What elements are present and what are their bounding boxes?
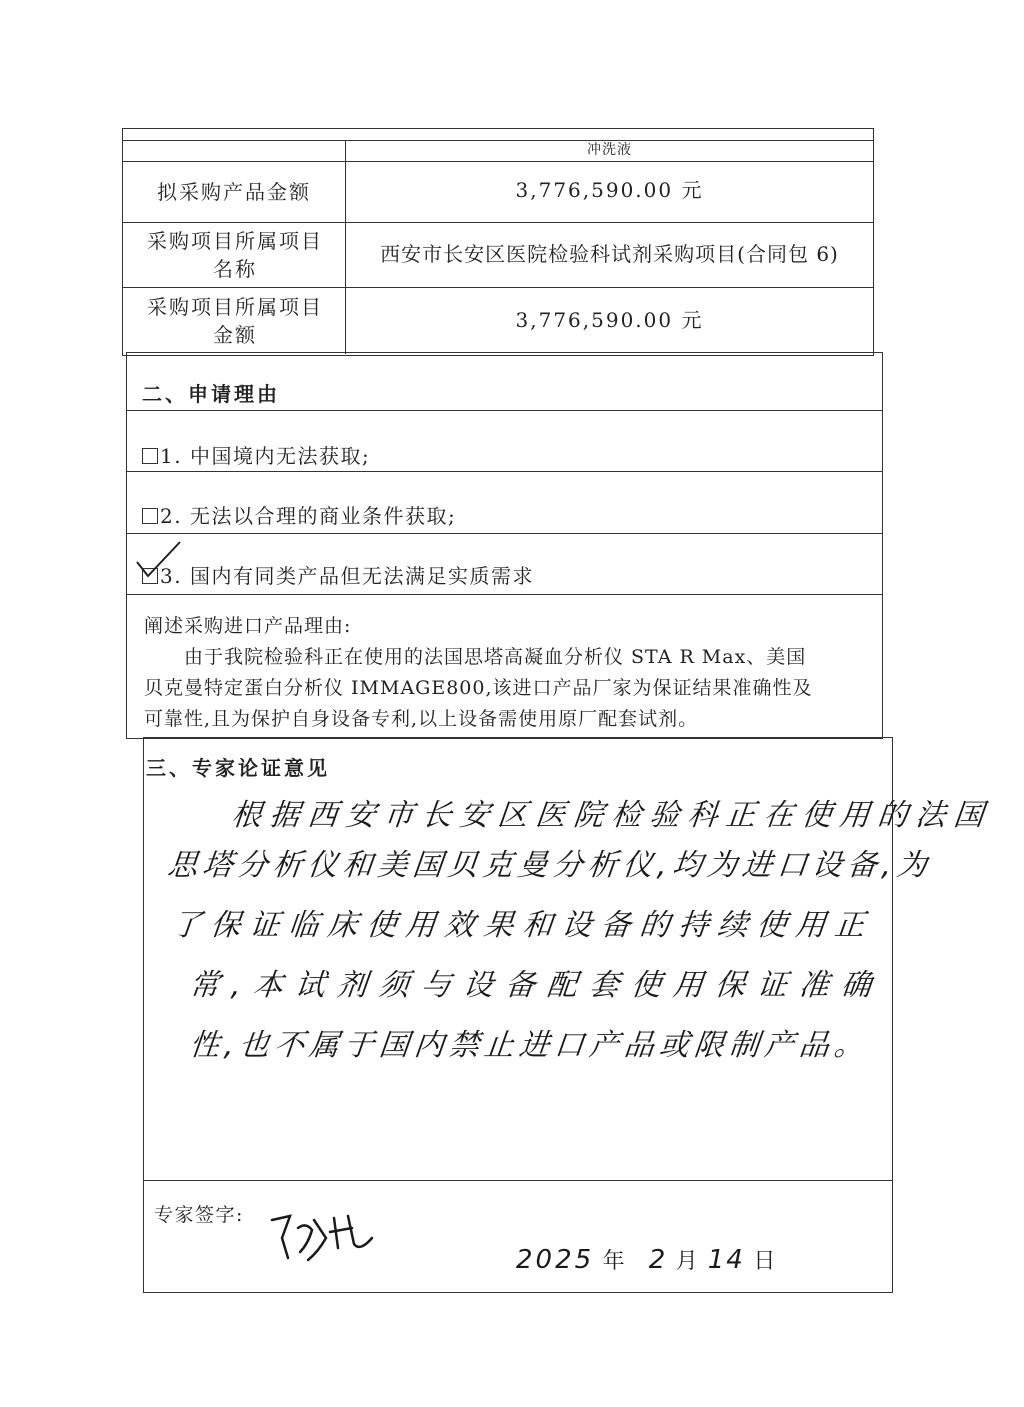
project-name-value: 西安市长安区医院检验科试剂采购项目(合同包 6) [380,242,839,266]
project-name-label: 采购项目所属项目名称 [147,229,323,281]
section3-heading: 三、专家论证意见 [146,756,330,780]
upper-table-row-line [122,287,874,288]
signature-mark [268,1208,388,1268]
checkmark-icon [134,540,184,580]
reason-line-2: 贝克曼特定蛋白分析仪 IMMAGE800,该进口产品厂家为保证结果准确性及 [144,677,813,699]
date-day-unit: 日 [753,1249,777,1274]
purchase-amount-label: 拟采购产品金额 [157,180,311,204]
expert-opinion-line-3: 了保证临床使用效果和设备的持续使用正 [169,908,876,943]
project-amount-label: 采购项目所属项目金额 [147,295,323,347]
reason-title: 阐述采购进口产品理由: [144,615,352,637]
reason-option-1 [142,440,370,469]
reason-option-2-text: 2. 无法以合理的商业条件获取; [160,504,457,528]
purchase-amount-value: 3,776,590.00 元 [515,178,704,202]
reason-option-2 [142,500,456,529]
date-year: 2025 [516,1245,595,1275]
checkbox-icon [142,508,158,524]
reason-option-1-text: 1. 中国境内无法获取; [160,444,371,468]
date-month: 2 [648,1245,668,1275]
product-name-cell: 冲洗液 [587,141,632,158]
project-amount-value: 3,776,590.00 元 [515,308,704,332]
section-line [126,533,883,534]
reason-line-3: 可靠性,且为保护自身设备专利,以上设备需使用原厂配套试剂。 [144,708,699,730]
checkbox-icon [142,448,158,464]
expert-opinion-line-5: 性,也不属于国内禁止进口产品或限制产品。 [187,1028,872,1063]
date-day: 14 [707,1245,745,1275]
reason-option-3-text: 3. 国内有同类产品但无法满足实质需求 [160,564,534,588]
signature-date [516,1244,777,1275]
section-line [126,471,883,472]
date-year-unit: 年 [602,1249,627,1274]
section-line [126,594,883,595]
date-month-unit: 月 [675,1249,700,1274]
upper-table-divider [345,140,346,354]
reason-line-1: 由于我院检验科正在使用的法国思塔高凝血分析仪 STA R Max、美国 [184,646,807,668]
signature-divider [143,1180,893,1181]
expert-opinion-line-1: 根据西安市长安区医院检验科正在使用的法国 [229,798,994,833]
expert-opinion-line-4: 常,本试剂须与设备配套使用保证准确 [187,968,886,1003]
section2-heading: 二、申请理由 [142,382,280,406]
expert-opinion-line-2: 思塔分析仪和美国贝克曼分析仪,均为进口设备,为 [165,848,934,883]
reason-option-3 [142,560,534,589]
section-line [126,410,883,411]
signature-label: 专家签字: [154,1204,244,1226]
